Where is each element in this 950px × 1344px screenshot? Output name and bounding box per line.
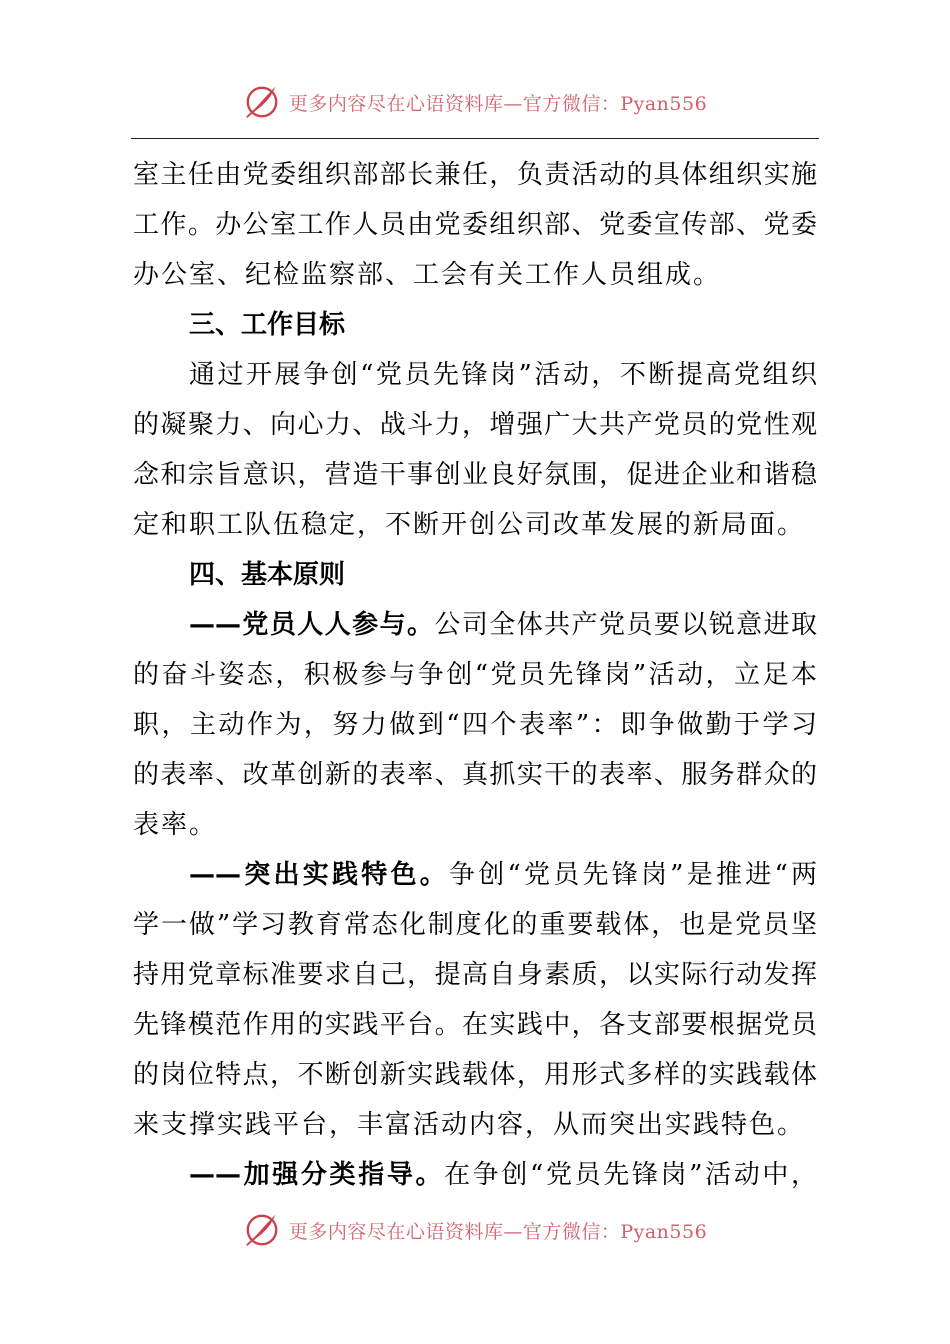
header-watermark	[0, 80, 950, 124]
text-line: 持用党章标准要求自己，提高自身素质，以实际行动发挥	[133, 960, 817, 990]
header-divider	[131, 138, 819, 139]
text-line: 学一做”学习教育常态化制度化的重要载体，也是党员坚	[133, 910, 817, 940]
text-span: 争创“党员先锋岗”是推进“两	[448, 860, 817, 890]
text-line: 办公室、纪检监察部、工会有关工作人员组成。	[133, 260, 722, 290]
text-line: 的凝聚力、向心力、战斗力，增强广大共产党员的党性观	[133, 410, 817, 440]
text-line: 工作。办公室工作人员由党委组织部、党委宣传部、党委	[133, 210, 817, 240]
section-heading-principles: 四、基本原则	[189, 560, 346, 590]
text-line: 念和宗旨意识，营造干事创业良好氛围，促进企业和谐稳	[133, 460, 817, 490]
footer-watermark	[0, 1208, 950, 1252]
document-body	[133, 150, 817, 1200]
text-line: 表率。	[133, 810, 218, 840]
section-heading-goals: 三、工作目标	[189, 310, 346, 340]
principle-title: ——党员人人参与。	[189, 610, 435, 640]
quill-logo-icon	[243, 83, 281, 121]
quill-logo-icon	[243, 1211, 281, 1249]
principle-title: ——加强分类指导。	[189, 1160, 445, 1190]
text-line: 通过开展争创“党员先锋岗”活动，不断提高党组织	[189, 360, 817, 390]
principle-title: ——突出实践特色。	[189, 860, 449, 890]
text-line	[133, 850, 817, 900]
text-line	[133, 600, 817, 650]
watermark-text: 更多内容尽在心语资料库—官方微信：Pyan556	[288, 1220, 708, 1243]
text-line: 室主任由党委组织部部长兼任，负责活动的具体组织实施	[133, 160, 817, 190]
text-line	[133, 1150, 817, 1200]
text-line: 来支撑实践平台，丰富活动内容，从而突出实践特色。	[133, 1110, 806, 1140]
watermark-text: 更多内容尽在心语资料库—官方微信：Pyan556	[288, 92, 708, 115]
text-line: 职，主动作为，努力做到“四个表率”：即争做勤于学习	[133, 710, 817, 740]
text-line: 的岗位特点，不断创新实践载体，用形式多样的实践载体	[133, 1060, 817, 1090]
text-span: 公司全体共产党员要以锐意进取	[434, 610, 817, 640]
text-line: 先锋模范作用的实践平台。在实践中，各支部要根据党员	[133, 1010, 817, 1040]
text-line: 的奋斗姿态，积极参与争创“党员先锋岗”活动，立足本	[133, 660, 817, 690]
text-span: 在争创“党员先锋岗”活动中，	[444, 1160, 817, 1190]
text-line: 的表率、改革创新的表率、真抓实干的表率、服务群众的	[133, 760, 817, 790]
text-line: 定和职工队伍稳定，不断开创公司改革发展的新局面。	[133, 510, 806, 540]
